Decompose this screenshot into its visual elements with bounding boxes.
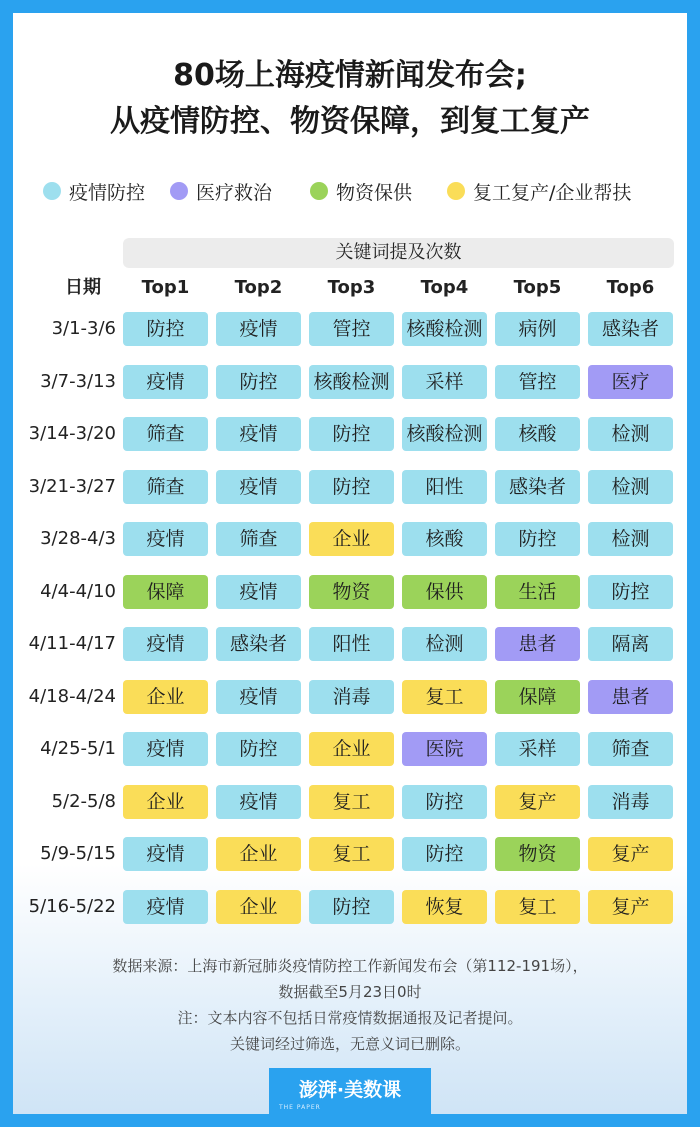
column-header-top3: Top3 bbox=[327, 277, 376, 298]
keyword-cell: 疫情 bbox=[216, 680, 301, 714]
row-date: 4/25-5/1 bbox=[40, 738, 116, 759]
keyword-cell: 保供 bbox=[402, 575, 487, 609]
legend-swatch bbox=[43, 182, 61, 200]
column-header-top1: Top1 bbox=[141, 277, 190, 298]
keyword-cell: 防控 bbox=[402, 837, 487, 871]
brand-logo-subtext: THE PAPER bbox=[279, 1104, 321, 1111]
keyword-cell: 疫情 bbox=[123, 627, 208, 661]
keyword-cell: 保障 bbox=[495, 680, 580, 714]
row-date: 3/21-3/27 bbox=[28, 476, 116, 497]
keyword-cell: 疫情 bbox=[216, 417, 301, 451]
brand-logo-text: 澎湃·美数课 bbox=[298, 1079, 402, 1101]
keyword-cell: 企业 bbox=[123, 680, 208, 714]
keyword-cell: 企业 bbox=[309, 732, 394, 766]
footer-note: 注：文本内容不包括日常疫情数据通报及记者提问。 bbox=[177, 1009, 523, 1027]
keyword-cell: 企业 bbox=[216, 837, 301, 871]
column-header-top5: Top5 bbox=[513, 277, 562, 298]
keyword-cell: 筛查 bbox=[123, 470, 208, 504]
keyword-cell: 检测 bbox=[402, 627, 487, 661]
row-date: 3/7-3/13 bbox=[40, 371, 116, 392]
legend-swatch bbox=[170, 182, 188, 200]
keyword-cell: 医疗 bbox=[588, 365, 673, 399]
keyword-cell: 企业 bbox=[216, 890, 301, 924]
keyword-cell: 企业 bbox=[123, 785, 208, 819]
keyword-cell: 核酸 bbox=[402, 522, 487, 556]
row-date: 3/28-4/3 bbox=[40, 528, 116, 549]
keyword-cell: 筛查 bbox=[216, 522, 301, 556]
keyword-cell: 防控 bbox=[216, 365, 301, 399]
keyword-cell: 生活 bbox=[495, 575, 580, 609]
keyword-cell: 核酸检测 bbox=[402, 417, 487, 451]
row-date: 4/4-4/10 bbox=[40, 581, 116, 602]
legend-item-supply bbox=[310, 178, 412, 204]
brand-logo bbox=[269, 1068, 431, 1114]
keyword-cell: 恢复 bbox=[402, 890, 487, 924]
title-line-1: 80场上海疫情新闻发布会; bbox=[173, 58, 527, 93]
keyword-cell: 防控 bbox=[216, 732, 301, 766]
legend-item-resume bbox=[447, 178, 631, 204]
footer-cutoff: 数据截至5月23日0时 bbox=[278, 983, 422, 1001]
infographic-card bbox=[13, 13, 687, 1114]
legend-label: 物资保供 bbox=[336, 181, 413, 204]
keyword-cell: 防控 bbox=[309, 890, 394, 924]
keyword-cell: 复工 bbox=[309, 837, 394, 871]
keyword-cell: 管控 bbox=[309, 312, 394, 346]
keyword-cell: 疫情 bbox=[123, 890, 208, 924]
row-date: 4/18-4/24 bbox=[28, 686, 116, 707]
row-date: 5/9-5/15 bbox=[40, 843, 116, 864]
legend-swatch bbox=[447, 182, 465, 200]
legend-label: 医疗救治 bbox=[196, 181, 273, 204]
keyword-cell: 患者 bbox=[495, 627, 580, 661]
keyword-cell: 防控 bbox=[495, 522, 580, 556]
keyword-cell: 疫情 bbox=[123, 365, 208, 399]
keyword-cell: 阳性 bbox=[309, 627, 394, 661]
keyword-cell: 采样 bbox=[402, 365, 487, 399]
keyword-cell: 复产 bbox=[588, 837, 673, 871]
keyword-cell: 患者 bbox=[588, 680, 673, 714]
row-date: 4/11-4/17 bbox=[28, 633, 116, 654]
legend-swatch bbox=[310, 182, 328, 200]
legend-item-medical bbox=[170, 178, 272, 204]
keyword-cell: 感染者 bbox=[495, 470, 580, 504]
row-date: 5/2-5/8 bbox=[51, 791, 116, 812]
keyword-cell: 隔离 bbox=[588, 627, 673, 661]
legend-label: 疫情防控 bbox=[69, 181, 146, 204]
keyword-cell: 疫情 bbox=[123, 522, 208, 556]
keyword-cell: 疫情 bbox=[216, 312, 301, 346]
date-column-header: 日期 bbox=[65, 277, 101, 298]
keyword-cell: 核酸检测 bbox=[402, 312, 487, 346]
keyword-cell: 疫情 bbox=[216, 470, 301, 504]
column-header-top6: Top6 bbox=[606, 277, 655, 298]
keyword-cell: 物资 bbox=[309, 575, 394, 609]
keyword-cell: 核酸检测 bbox=[309, 365, 394, 399]
keyword-cell: 疫情 bbox=[216, 575, 301, 609]
keyword-cell: 复工 bbox=[402, 680, 487, 714]
legend-label: 复工复产/企业帮扶 bbox=[473, 181, 632, 204]
keyword-cell: 检测 bbox=[588, 417, 673, 451]
keyword-cell: 防控 bbox=[309, 470, 394, 504]
keyword-count-header: 关键词提及次数 bbox=[123, 238, 674, 268]
keyword-cell: 复工 bbox=[309, 785, 394, 819]
row-date: 3/1-3/6 bbox=[51, 318, 116, 339]
keyword-cell: 筛查 bbox=[588, 732, 673, 766]
keyword-cell: 物资 bbox=[495, 837, 580, 871]
keyword-cell: 复工 bbox=[495, 890, 580, 924]
keyword-cell: 消毒 bbox=[309, 680, 394, 714]
keyword-cell: 医院 bbox=[402, 732, 487, 766]
title-line-2: 从疫情防控、物资保障，到复工复产 bbox=[110, 104, 590, 139]
row-date: 3/14-3/20 bbox=[28, 423, 116, 444]
keyword-cell: 感染者 bbox=[216, 627, 301, 661]
keyword-cell: 核酸 bbox=[495, 417, 580, 451]
keyword-cell: 防控 bbox=[402, 785, 487, 819]
keyword-cell: 复产 bbox=[495, 785, 580, 819]
keyword-cell: 管控 bbox=[495, 365, 580, 399]
keyword-cell: 感染者 bbox=[588, 312, 673, 346]
keyword-cell: 病例 bbox=[495, 312, 580, 346]
legend-item-epidemic bbox=[43, 178, 145, 204]
footer-source: 数据来源：上海市新冠肺炎疫情防控工作新闻发布会（第112-191场）， bbox=[112, 957, 588, 975]
keyword-cell: 企业 bbox=[309, 522, 394, 556]
keyword-cell: 筛查 bbox=[123, 417, 208, 451]
keyword-cell: 防控 bbox=[309, 417, 394, 451]
keyword-cell: 疫情 bbox=[123, 732, 208, 766]
keyword-cell: 检测 bbox=[588, 522, 673, 556]
keyword-cell: 阳性 bbox=[402, 470, 487, 504]
keyword-cell: 疫情 bbox=[216, 785, 301, 819]
keyword-cell: 检测 bbox=[588, 470, 673, 504]
keyword-cell: 防控 bbox=[123, 312, 208, 346]
keyword-cell: 疫情 bbox=[123, 837, 208, 871]
row-date: 5/16-5/22 bbox=[28, 896, 116, 917]
keyword-cell: 防控 bbox=[588, 575, 673, 609]
legend bbox=[13, 178, 687, 204]
keyword-cell: 采样 bbox=[495, 732, 580, 766]
keyword-cell: 消毒 bbox=[588, 785, 673, 819]
column-header-top2: Top2 bbox=[234, 277, 283, 298]
footer-note-2: 关键词经过筛选，无意义词已删除。 bbox=[229, 1035, 470, 1053]
column-header-top4: Top4 bbox=[420, 277, 469, 298]
keyword-cell: 保障 bbox=[123, 575, 208, 609]
keyword-cell: 复产 bbox=[588, 890, 673, 924]
